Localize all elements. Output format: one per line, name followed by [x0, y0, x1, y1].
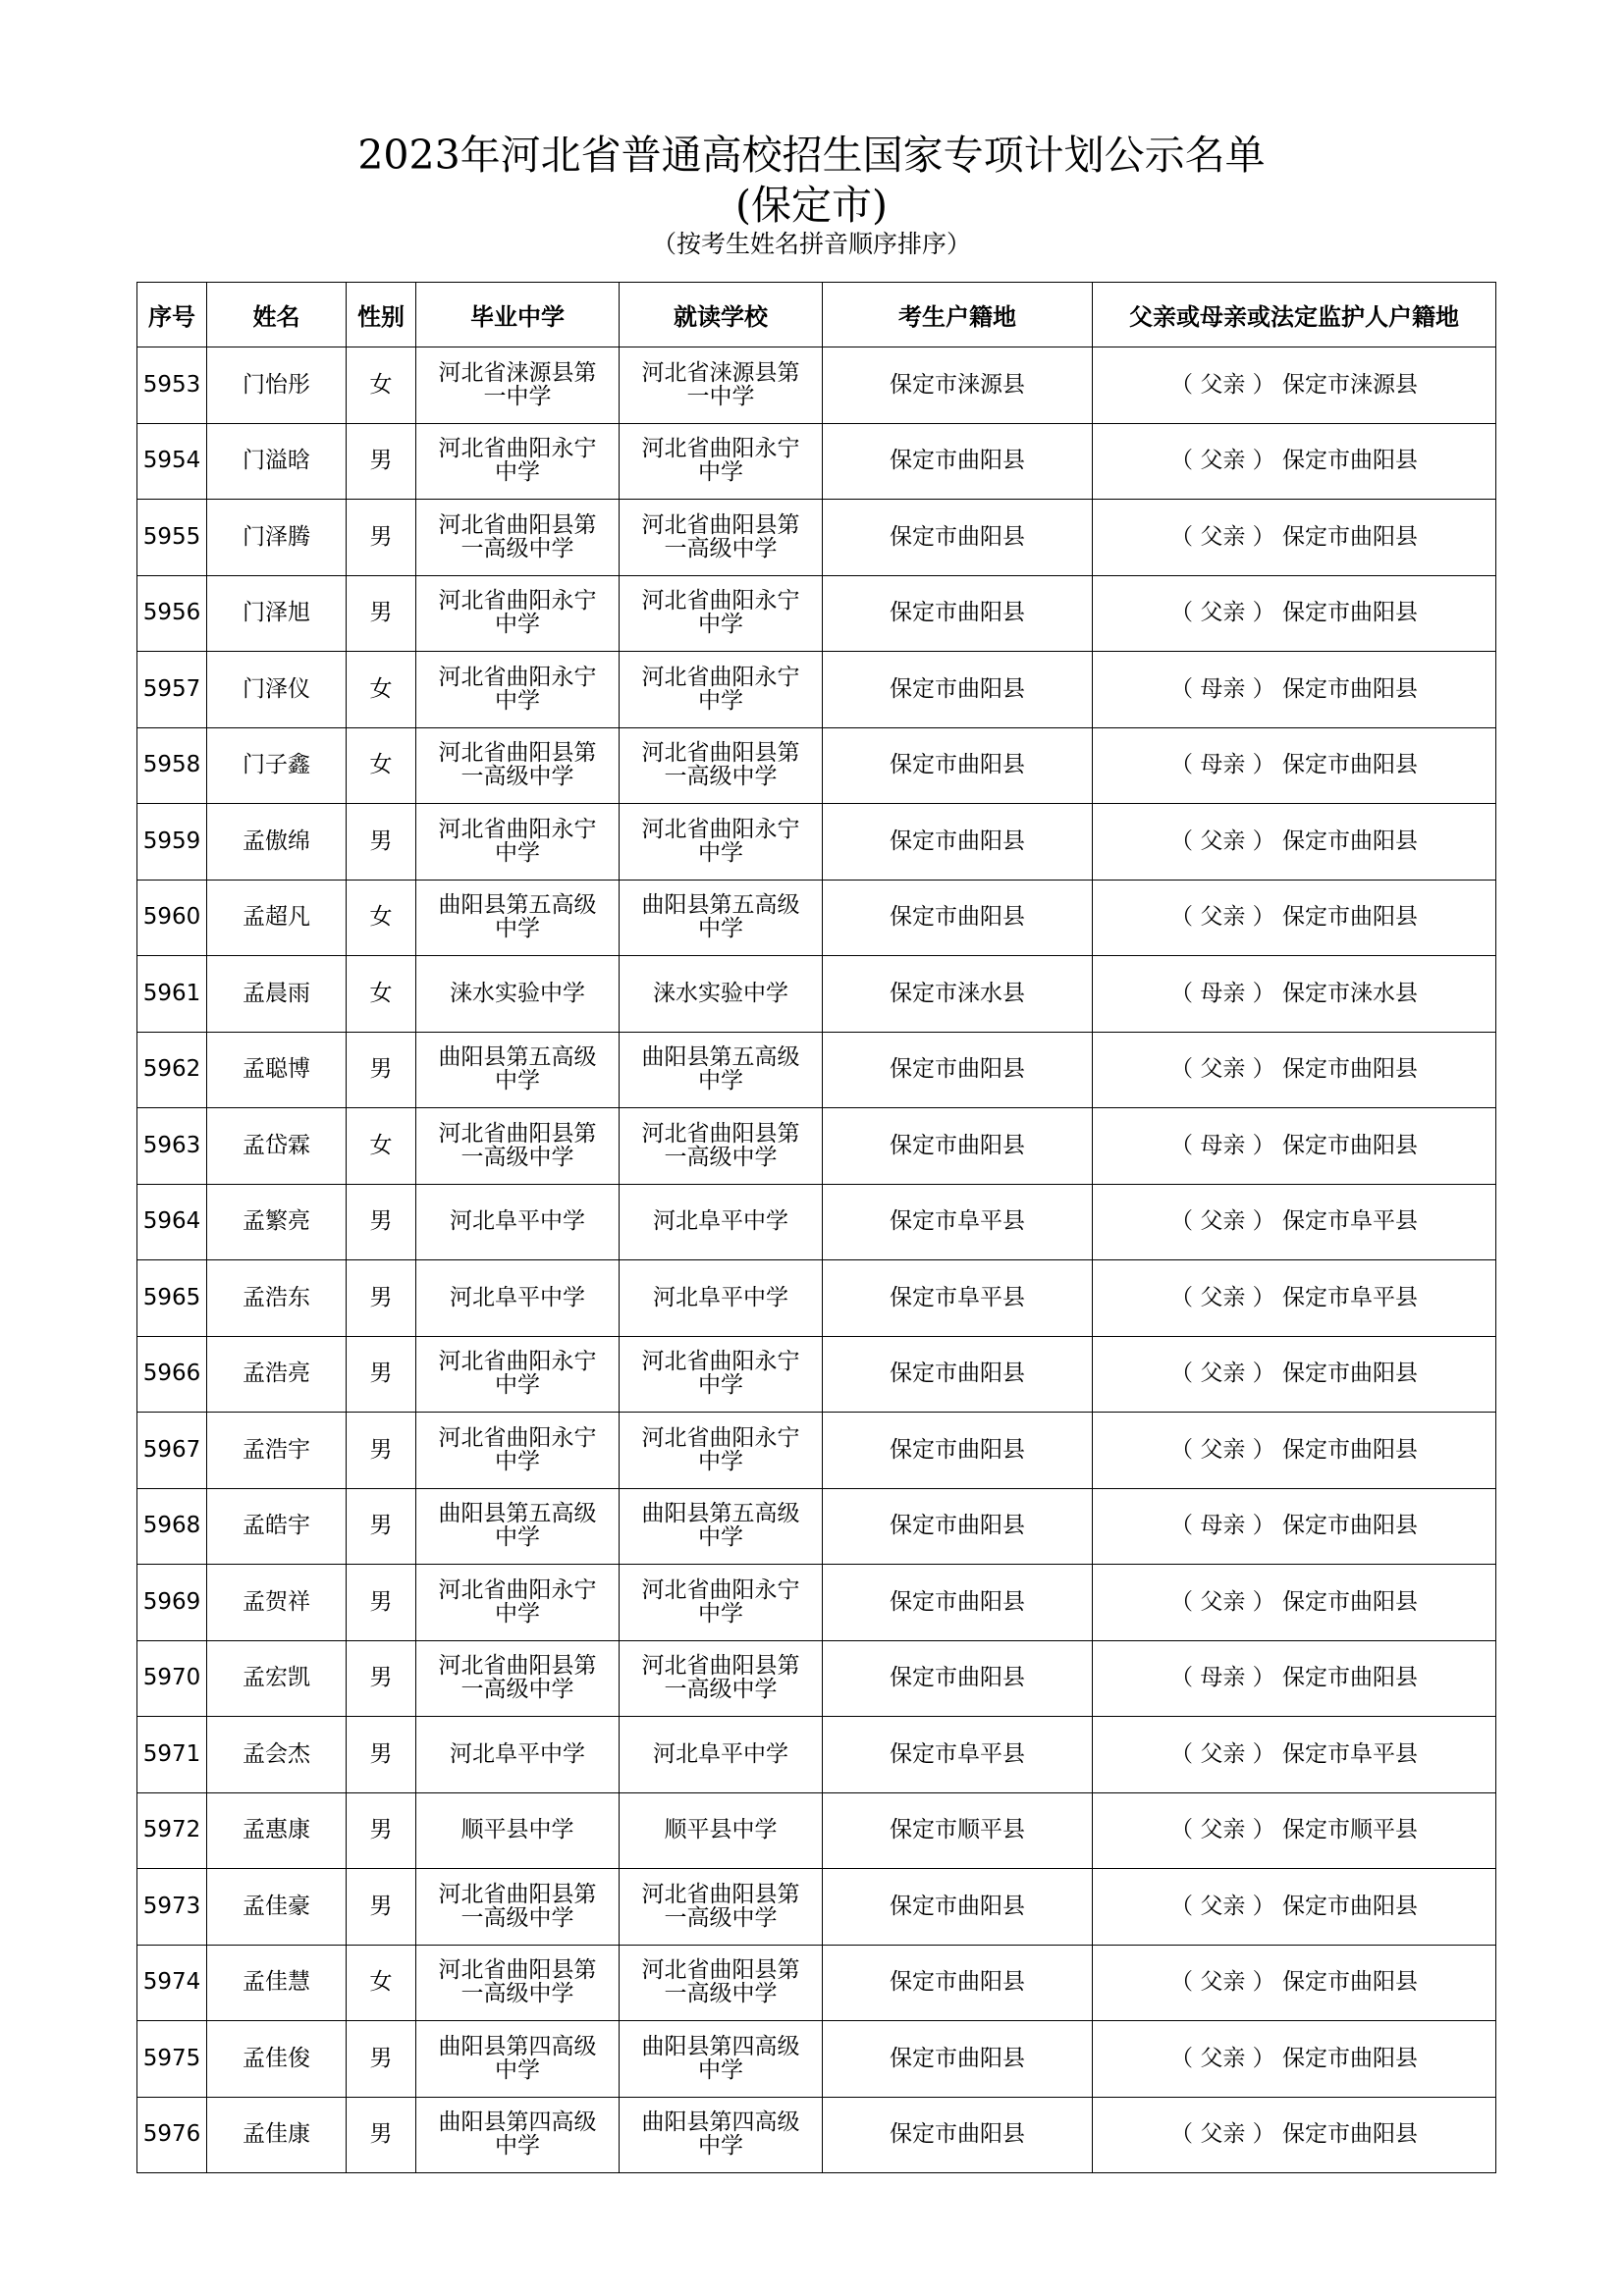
cell-grad-school: [416, 347, 620, 424]
cell-study-school-text: 曲阳县第五高级中学: [641, 1044, 800, 1095]
table-row: [137, 1260, 1496, 1337]
cell-gender: 女: [347, 1945, 416, 2021]
table-row: [137, 1565, 1496, 1641]
table-row: [137, 575, 1496, 652]
cell-hukou: 保定市曲阳县: [823, 575, 1093, 652]
table-header-row: [137, 283, 1496, 347]
cell-seq: 5975: [137, 2021, 207, 2098]
cell-gender: 女: [347, 880, 416, 956]
cell-grad-school: [416, 423, 620, 500]
table-row: [137, 347, 1496, 424]
cell-grad-school-text: 涞水实验中学: [450, 980, 585, 1006]
cell-grad-school: [416, 1260, 620, 1337]
table-row: [137, 1413, 1496, 1489]
cell-guardian-hukou: （ 母亲 ） 保定市曲阳县: [1093, 1488, 1496, 1565]
cell-guardian-hukou: （ 父亲 ） 保定市曲阳县: [1093, 880, 1496, 956]
cell-study-school-text: 河北省曲阳永宁中学: [641, 588, 800, 638]
cell-hukou: 保定市曲阳县: [823, 2097, 1093, 2173]
cell-name: 门怡彤: [207, 347, 347, 424]
document-title: 2023年河北省普通高校招生国家专项计划公示名单: [357, 132, 1266, 179]
cell-study-school-text: 河北省曲阳县第一高级中学: [641, 740, 800, 790]
cell-grad-school-text: 河北阜平中学: [450, 1208, 585, 1235]
header-hukou: 考生户籍地: [823, 283, 1093, 347]
cell-grad-school: [416, 804, 620, 881]
cell-hukou: 保定市曲阳县: [823, 1032, 1093, 1108]
header-gender: 性别: [347, 283, 416, 347]
cell-gender: 男: [347, 575, 416, 652]
cell-grad-school: [416, 1108, 620, 1185]
header-grad-school: 毕业中学: [416, 283, 620, 347]
cell-name: 孟岱霖: [207, 1108, 347, 1185]
table-row: [137, 1717, 1496, 1793]
cell-gender: 男: [347, 2021, 416, 2098]
cell-gender: 男: [347, 1565, 416, 1641]
cell-study-school: [620, 1488, 823, 1565]
cell-study-school: [620, 1717, 823, 1793]
cell-grad-school: [416, 880, 620, 956]
cell-name: 孟浩东: [207, 1260, 347, 1337]
cell-name: 孟繁亮: [207, 1184, 347, 1260]
cell-gender: 女: [347, 727, 416, 804]
cell-gender: 女: [347, 1108, 416, 1185]
cell-study-school: [620, 804, 823, 881]
cell-grad-school: [416, 1869, 620, 1946]
cell-study-school: [620, 347, 823, 424]
roster-table: [136, 282, 1496, 2173]
cell-gender: 男: [347, 804, 416, 881]
cell-study-school-text: 曲阳县第五高级中学: [641, 1501, 800, 1551]
table-body: [137, 347, 1496, 2173]
cell-gender: 男: [347, 1792, 416, 1869]
cell-seq: 5961: [137, 956, 207, 1033]
cell-grad-school: [416, 956, 620, 1033]
cell-guardian-hukou: （ 父亲 ） 保定市曲阳县: [1093, 575, 1496, 652]
cell-study-school: [620, 1108, 823, 1185]
cell-grad-school-text: 河北省曲阳永宁中学: [438, 1576, 597, 1627]
cell-study-school-text: 河北省曲阳县第一高级中学: [641, 1881, 800, 1931]
cell-grad-school-text: 河北省曲阳永宁中学: [438, 1424, 597, 1474]
cell-grad-school: [416, 1792, 620, 1869]
cell-seq: 5960: [137, 880, 207, 956]
cell-name: 门泽旭: [207, 575, 347, 652]
cell-study-school-text: 河北省曲阳县第一高级中学: [641, 1653, 800, 1703]
table-row: [137, 1945, 1496, 2021]
cell-guardian-hukou: （ 母亲 ） 保定市曲阳县: [1093, 1640, 1496, 1717]
cell-grad-school-text: 曲阳县第五高级中学: [438, 1044, 597, 1095]
cell-study-school: [620, 2097, 823, 2173]
cell-guardian-hukou: （ 父亲 ） 保定市阜平县: [1093, 1717, 1496, 1793]
cell-gender: 男: [347, 1640, 416, 1717]
cell-grad-school: [416, 1565, 620, 1641]
cell-gender: 男: [347, 423, 416, 500]
cell-gender: 男: [347, 1336, 416, 1413]
cell-name: 门溢晗: [207, 423, 347, 500]
cell-gender: 男: [347, 1260, 416, 1337]
cell-seq: 5968: [137, 1488, 207, 1565]
cell-hukou: 保定市涞水县: [823, 956, 1093, 1033]
cell-hukou: 保定市曲阳县: [823, 1336, 1093, 1413]
cell-grad-school: [416, 727, 620, 804]
cell-name: 门泽仪: [207, 652, 347, 728]
cell-grad-school: [416, 1945, 620, 2021]
cell-grad-school: [416, 2021, 620, 2098]
cell-name: 孟佳俊: [207, 2021, 347, 2098]
cell-study-school: [620, 1184, 823, 1260]
cell-study-school: [620, 423, 823, 500]
header-study-school: 就读学校: [620, 283, 823, 347]
cell-name: 门子鑫: [207, 727, 347, 804]
cell-study-school: [620, 1565, 823, 1641]
cell-hukou: 保定市曲阳县: [823, 804, 1093, 881]
cell-grad-school-text: 顺平县中学: [460, 1817, 574, 1843]
table-row: [137, 727, 1496, 804]
cell-study-school-text: 河北省曲阳永宁中学: [641, 1349, 800, 1399]
cell-grad-school-text: 河北阜平中学: [450, 1284, 585, 1310]
cell-seq: 5969: [137, 1565, 207, 1641]
cell-hukou: 保定市曲阳县: [823, 1413, 1093, 1489]
cell-gender: 女: [347, 652, 416, 728]
cell-study-school-text: 涞水实验中学: [653, 980, 788, 1006]
cell-study-school-text: 河北阜平中学: [653, 1740, 788, 1767]
cell-hukou: 保定市曲阳县: [823, 1640, 1093, 1717]
cell-name: 孟超凡: [207, 880, 347, 956]
cell-study-school: [620, 2021, 823, 2098]
cell-seq: 5964: [137, 1184, 207, 1260]
cell-study-school: [620, 575, 823, 652]
cell-study-school: [620, 500, 823, 576]
cell-gender: 男: [347, 1869, 416, 1946]
cell-gender: 女: [347, 956, 416, 1033]
cell-grad-school-text: 曲阳县第四高级中学: [438, 2109, 597, 2160]
table-row: [137, 423, 1496, 500]
cell-seq: 5958: [137, 727, 207, 804]
cell-study-school-text: 河北阜平中学: [653, 1208, 788, 1235]
cell-name: 孟聪博: [207, 1032, 347, 1108]
cell-seq: 5955: [137, 500, 207, 576]
cell-seq: 5957: [137, 652, 207, 728]
cell-hukou: 保定市曲阳县: [823, 1488, 1093, 1565]
cell-seq: 5962: [137, 1032, 207, 1108]
cell-study-school-text: 曲阳县第五高级中学: [641, 892, 800, 942]
cell-study-school: [620, 956, 823, 1033]
table-row: [137, 1108, 1496, 1185]
cell-grad-school-text: 曲阳县第四高级中学: [438, 2033, 597, 2083]
cell-guardian-hukou: （ 父亲 ） 保定市曲阳县: [1093, 1413, 1496, 1489]
cell-study-school-text: 河北阜平中学: [653, 1284, 788, 1310]
cell-grad-school-text: 河北阜平中学: [450, 1740, 585, 1767]
cell-guardian-hukou: （ 父亲 ） 保定市阜平县: [1093, 1184, 1496, 1260]
cell-grad-school: [416, 500, 620, 576]
table-row: [137, 500, 1496, 576]
cell-guardian-hukou: （ 父亲 ） 保定市曲阳县: [1093, 423, 1496, 500]
cell-study-school: [620, 880, 823, 956]
cell-gender: 男: [347, 1032, 416, 1108]
cell-guardian-hukou: （ 父亲 ） 保定市曲阳县: [1093, 1945, 1496, 2021]
cell-name: 门泽腾: [207, 500, 347, 576]
cell-grad-school-text: 河北省曲阳永宁中学: [438, 816, 597, 866]
cell-hukou: 保定市阜平县: [823, 1717, 1093, 1793]
cell-study-school: [620, 1413, 823, 1489]
cell-seq: 5971: [137, 1717, 207, 1793]
table-row: [137, 1032, 1496, 1108]
cell-hukou: 保定市阜平县: [823, 1260, 1093, 1337]
table-row: [137, 1488, 1496, 1565]
cell-hukou: 保定市曲阳县: [823, 1108, 1093, 1185]
cell-study-school-text: 河北省曲阳永宁中学: [641, 1424, 800, 1474]
cell-grad-school-text: 河北省曲阳永宁中学: [438, 1349, 597, 1399]
table-row: [137, 1336, 1496, 1413]
cell-hukou: 保定市曲阳县: [823, 423, 1093, 500]
cell-seq: 5976: [137, 2097, 207, 2173]
cell-grad-school: [416, 1184, 620, 1260]
cell-study-school: [620, 652, 823, 728]
cell-guardian-hukou: （ 母亲 ） 保定市涞水县: [1093, 956, 1496, 1033]
header-seq: 序号: [137, 283, 207, 347]
cell-hukou: 保定市曲阳县: [823, 1565, 1093, 1641]
cell-study-school-text: 河北省曲阳县第一高级中学: [641, 1957, 800, 2007]
table-row: [137, 804, 1496, 881]
cell-guardian-hukou: （ 父亲 ） 保定市曲阳县: [1093, 2021, 1496, 2098]
cell-grad-school: [416, 1413, 620, 1489]
document-subtitle-city: (保定市): [735, 182, 888, 229]
header-guardian-hukou: 父亲或母亲或法定监护人户籍地: [1093, 283, 1496, 347]
cell-gender: 女: [347, 347, 416, 424]
cell-grad-school-text: 河北省曲阳永宁中学: [438, 436, 597, 486]
cell-grad-school-text: 河北省曲阳县第一高级中学: [438, 1120, 597, 1170]
cell-grad-school-text: 曲阳县第五高级中学: [438, 1501, 597, 1551]
cell-study-school-text: 河北省曲阳永宁中学: [641, 1576, 800, 1627]
table-row: [137, 2021, 1496, 2098]
cell-study-school-text: 河北省曲阳县第一高级中学: [641, 1120, 800, 1170]
cell-hukou: 保定市涞源县: [823, 347, 1093, 424]
cell-hukou: 保定市曲阳县: [823, 1945, 1093, 2021]
cell-grad-school: [416, 652, 620, 728]
cell-grad-school: [416, 1717, 620, 1793]
cell-gender: 男: [347, 1184, 416, 1260]
cell-grad-school-text: 河北省曲阳县第一高级中学: [438, 511, 597, 561]
cell-study-school-text: 曲阳县第四高级中学: [641, 2109, 800, 2160]
cell-hukou: 保定市曲阳县: [823, 652, 1093, 728]
cell-hukou: 保定市阜平县: [823, 1184, 1093, 1260]
cell-study-school-text: 河北省曲阳永宁中学: [641, 816, 800, 866]
table-row: [137, 652, 1496, 728]
cell-gender: 男: [347, 1717, 416, 1793]
cell-study-school: [620, 1032, 823, 1108]
cell-seq: 5965: [137, 1260, 207, 1337]
cell-hukou: 保定市曲阳县: [823, 1869, 1093, 1946]
table-row: [137, 1640, 1496, 1717]
cell-name: 孟晨雨: [207, 956, 347, 1033]
cell-seq: 5974: [137, 1945, 207, 2021]
cell-gender: 男: [347, 1413, 416, 1489]
cell-hukou: 保定市顺平县: [823, 1792, 1093, 1869]
cell-guardian-hukou: （ 母亲 ） 保定市曲阳县: [1093, 727, 1496, 804]
cell-name: 孟会杰: [207, 1717, 347, 1793]
cell-guardian-hukou: （ 父亲 ） 保定市曲阳县: [1093, 804, 1496, 881]
cell-guardian-hukou: （ 父亲 ） 保定市曲阳县: [1093, 500, 1496, 576]
cell-hukou: 保定市曲阳县: [823, 727, 1093, 804]
cell-seq: 5963: [137, 1108, 207, 1185]
cell-guardian-hukou: （ 父亲 ） 保定市曲阳县: [1093, 2097, 1496, 2173]
table-row: [137, 956, 1496, 1033]
cell-seq: 5959: [137, 804, 207, 881]
cell-guardian-hukou: （ 母亲 ） 保定市曲阳县: [1093, 652, 1496, 728]
cell-name: 孟皓宇: [207, 1488, 347, 1565]
cell-study-school: [620, 1792, 823, 1869]
cell-grad-school-text: 河北省曲阳县第一高级中学: [438, 740, 597, 790]
cell-grad-school: [416, 2097, 620, 2173]
cell-name: 孟佳康: [207, 2097, 347, 2173]
cell-seq: 5966: [137, 1336, 207, 1413]
table-row: [137, 880, 1496, 956]
cell-grad-school: [416, 1488, 620, 1565]
cell-grad-school-text: 曲阳县第五高级中学: [438, 892, 597, 942]
cell-study-school: [620, 1640, 823, 1717]
cell-name: 孟傲绵: [207, 804, 347, 881]
cell-study-school: [620, 1869, 823, 1946]
cell-study-school: [620, 1336, 823, 1413]
cell-study-school-text: 河北省曲阳县第一高级中学: [641, 511, 800, 561]
header-name: 姓名: [207, 283, 347, 347]
cell-hukou: 保定市曲阳县: [823, 880, 1093, 956]
cell-name: 孟贺祥: [207, 1565, 347, 1641]
cell-gender: 男: [347, 1488, 416, 1565]
cell-hukou: 保定市曲阳县: [823, 2021, 1093, 2098]
cell-grad-school: [416, 1640, 620, 1717]
cell-study-school: [620, 727, 823, 804]
cell-name: 孟佳豪: [207, 1869, 347, 1946]
cell-seq: 5953: [137, 347, 207, 424]
cell-study-school: [620, 1260, 823, 1337]
cell-name: 孟浩宇: [207, 1413, 347, 1489]
cell-gender: 男: [347, 2097, 416, 2173]
sort-note: （按考生姓名拼音顺序排序）: [651, 230, 971, 258]
cell-hukou: 保定市曲阳县: [823, 500, 1093, 576]
cell-grad-school: [416, 575, 620, 652]
cell-name: 孟佳慧: [207, 1945, 347, 2021]
cell-study-school-text: 河北省曲阳永宁中学: [641, 664, 800, 714]
cell-grad-school-text: 河北省曲阳永宁中学: [438, 664, 597, 714]
cell-guardian-hukou: （ 父亲 ） 保定市涞源县: [1093, 347, 1496, 424]
cell-study-school: [620, 1945, 823, 2021]
cell-study-school-text: 曲阳县第四高级中学: [641, 2033, 800, 2083]
table-row: [137, 1184, 1496, 1260]
cell-seq: 5972: [137, 1792, 207, 1869]
cell-grad-school-text: 河北省曲阳县第一高级中学: [438, 1957, 597, 2007]
cell-study-school-text: 顺平县中学: [664, 1817, 778, 1843]
cell-guardian-hukou: （ 父亲 ） 保定市曲阳县: [1093, 1032, 1496, 1108]
cell-guardian-hukou: （ 父亲 ） 保定市顺平县: [1093, 1792, 1496, 1869]
cell-seq: 5970: [137, 1640, 207, 1717]
cell-name: 孟浩亮: [207, 1336, 347, 1413]
cell-seq: 5954: [137, 423, 207, 500]
cell-study-school-text: 河北省涞源县第一中学: [641, 359, 800, 409]
cell-guardian-hukou: （ 父亲 ） 保定市阜平县: [1093, 1260, 1496, 1337]
cell-guardian-hukou: （ 父亲 ） 保定市曲阳县: [1093, 1565, 1496, 1641]
cell-grad-school: [416, 1032, 620, 1108]
cell-seq: 5973: [137, 1869, 207, 1946]
table-row: [137, 1869, 1496, 1946]
cell-name: 孟宏凯: [207, 1640, 347, 1717]
cell-grad-school-text: 河北省曲阳县第一高级中学: [438, 1653, 597, 1703]
cell-name: 孟惠康: [207, 1792, 347, 1869]
cell-grad-school-text: 河北省曲阳永宁中学: [438, 588, 597, 638]
cell-grad-school-text: 河北省涞源县第一中学: [438, 359, 597, 409]
cell-seq: 5956: [137, 575, 207, 652]
cell-grad-school-text: 河北省曲阳县第一高级中学: [438, 1881, 597, 1931]
cell-grad-school: [416, 1336, 620, 1413]
cell-guardian-hukou: （ 父亲 ） 保定市曲阳县: [1093, 1869, 1496, 1946]
cell-guardian-hukou: （ 母亲 ） 保定市曲阳县: [1093, 1108, 1496, 1185]
table-row: [137, 2097, 1496, 2173]
table-row: [137, 1792, 1496, 1869]
cell-seq: 5967: [137, 1413, 207, 1489]
cell-gender: 男: [347, 500, 416, 576]
cell-study-school-text: 河北省曲阳永宁中学: [641, 436, 800, 486]
cell-guardian-hukou: （ 父亲 ） 保定市曲阳县: [1093, 1336, 1496, 1413]
